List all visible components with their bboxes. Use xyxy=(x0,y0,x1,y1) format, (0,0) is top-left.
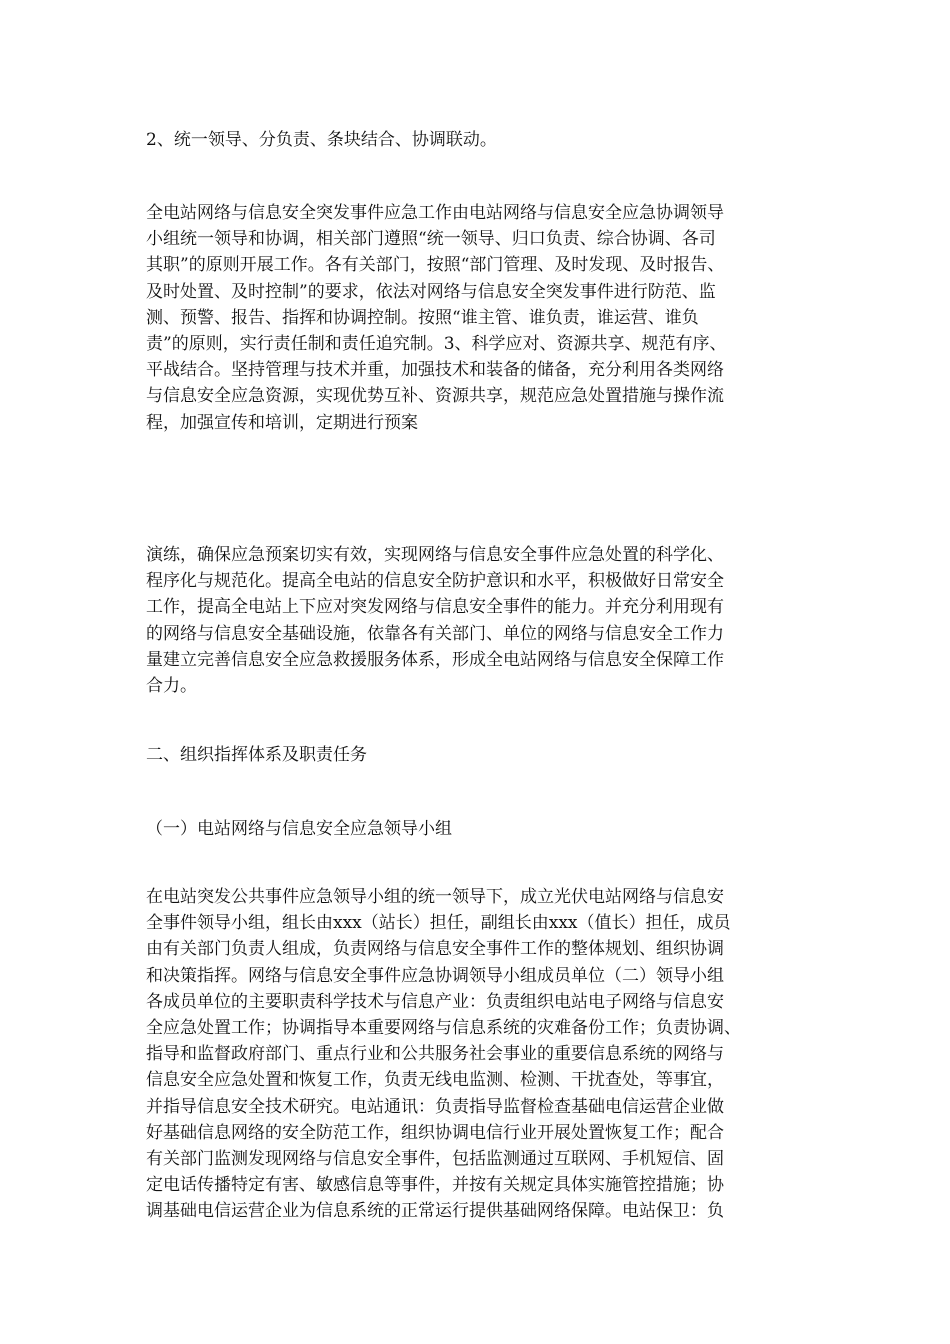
section-heading: 二、组织指挥体系及职责任务 xyxy=(146,745,367,765)
text-line: 工作，提高全电站上下应对突发网络与信息安全事件的能力。并充分利用现有 xyxy=(146,597,724,618)
text-line: 有关部门监测发现网络与信息安全事件，包括监测通过互联网、手机短信、固 xyxy=(146,1149,724,1170)
text-line: 在电站突发公共事件应急领导小组的统一领导下，成立光伏电站网络与信息安 xyxy=(146,887,724,907)
text-line: 和决策指挥。网络与信息安全事件应急协调领导小组成员单位（二）领导小组 xyxy=(146,965,724,986)
text-line: 全应急处置工作；协调指导本重要网络与信息系统的灾难备份工作；负责协调、 xyxy=(146,1018,741,1039)
text-line: 测、预警、报告、指挥和协调控制。按照“谁主管、谁负责，谁运营、谁负 xyxy=(146,307,699,328)
paragraph-leadership-group xyxy=(146,884,806,1225)
text-line: 程，加强宣传和培训，定期进行预案 xyxy=(146,412,418,433)
text-line: 各成员单位的主要职责科学技术与信息产业：负责组织电站电子网络与信息安 xyxy=(146,991,724,1012)
text-line: 程序化与规范化。提高全电站的信息安全防护意识和水平，积极做好日常安全 xyxy=(146,571,724,592)
text-line: 小组统一领导和协调，相关部门遵照“统一领导、归口负责、综合协调、各司 xyxy=(146,229,716,250)
text-line: 全事件领导小组，组长由xxx（站长）担任，副组长由xxx（值长）担任，成员 xyxy=(146,913,731,934)
subsection-heading: （一）电站网络与信息安全应急领导小组 xyxy=(146,819,452,839)
text-line: 责”的原则，实行责任制和责任追究制。3、科学应对、资源共享、规范有序、 xyxy=(146,334,727,355)
section-item-2: 2、统一领导、分负责、条块结合、协调联动。 xyxy=(146,130,497,150)
text-line: 定电话传播特定有害、敏感信息等事件，并按有关规定具体实施管控措施；协 xyxy=(146,1175,724,1196)
text-line: 全电站网络与信息安全突发事件应急工作由电站网络与信息安全应急协调领导 xyxy=(146,203,724,223)
text-line: 并指导信息安全技术研究。电站通讯：负责指导监督检查基础电信运营企业做 xyxy=(146,1096,724,1117)
paragraph-drills xyxy=(146,542,806,699)
text-line: 由有关部门负责人组成，负责网络与信息安全事件工作的整体规划、组织协调 xyxy=(146,939,724,960)
text-line: 演练，确保应急预案切实有效，实现网络与信息安全事件应急处置的科学化、 xyxy=(146,545,724,565)
text-line: 好基础信息网络的安全防范工作，组织协调电信行业开展处置恢复工作；配合 xyxy=(146,1122,724,1143)
text-line: 合力。 xyxy=(146,676,197,697)
text-line: 与信息安全应急资源，实现优势互补、资源共享，规范应急处置措施与操作流 xyxy=(146,386,724,407)
text-line: 信息安全应急处置和恢复工作，负责无线电监测、检测、干扰查处，等事宜， xyxy=(146,1070,724,1091)
text-line: 指导和监督政府部门、重点行业和公共服务社会事业的重要信息系统的网络与 xyxy=(146,1044,724,1065)
text-line: 及时处置、及时控制”的要求，依法对网络与信息安全突发事件进行防范、监 xyxy=(146,281,716,302)
text-line: 平战结合。坚持管理与技术并重，加强技术和装备的储备，充分利用各类网络 xyxy=(146,360,724,381)
text-line: 调基础电信运营企业为信息系统的正常运行提供基础网络保障。电站保卫：负 xyxy=(146,1201,724,1222)
paragraph-principles xyxy=(146,200,806,436)
text-line: 其职”的原则开展工作。各有关部门，按照“部门管理、及时发现、及时报告、 xyxy=(146,255,725,276)
text-line: 的网络与信息安全基础设施，依靠各有关部门、单位的网络与信息安全工作力 xyxy=(146,623,724,644)
text-line: 量建立完善信息安全应急救援服务体系，形成全电站网络与信息安全保障工作 xyxy=(146,649,724,670)
